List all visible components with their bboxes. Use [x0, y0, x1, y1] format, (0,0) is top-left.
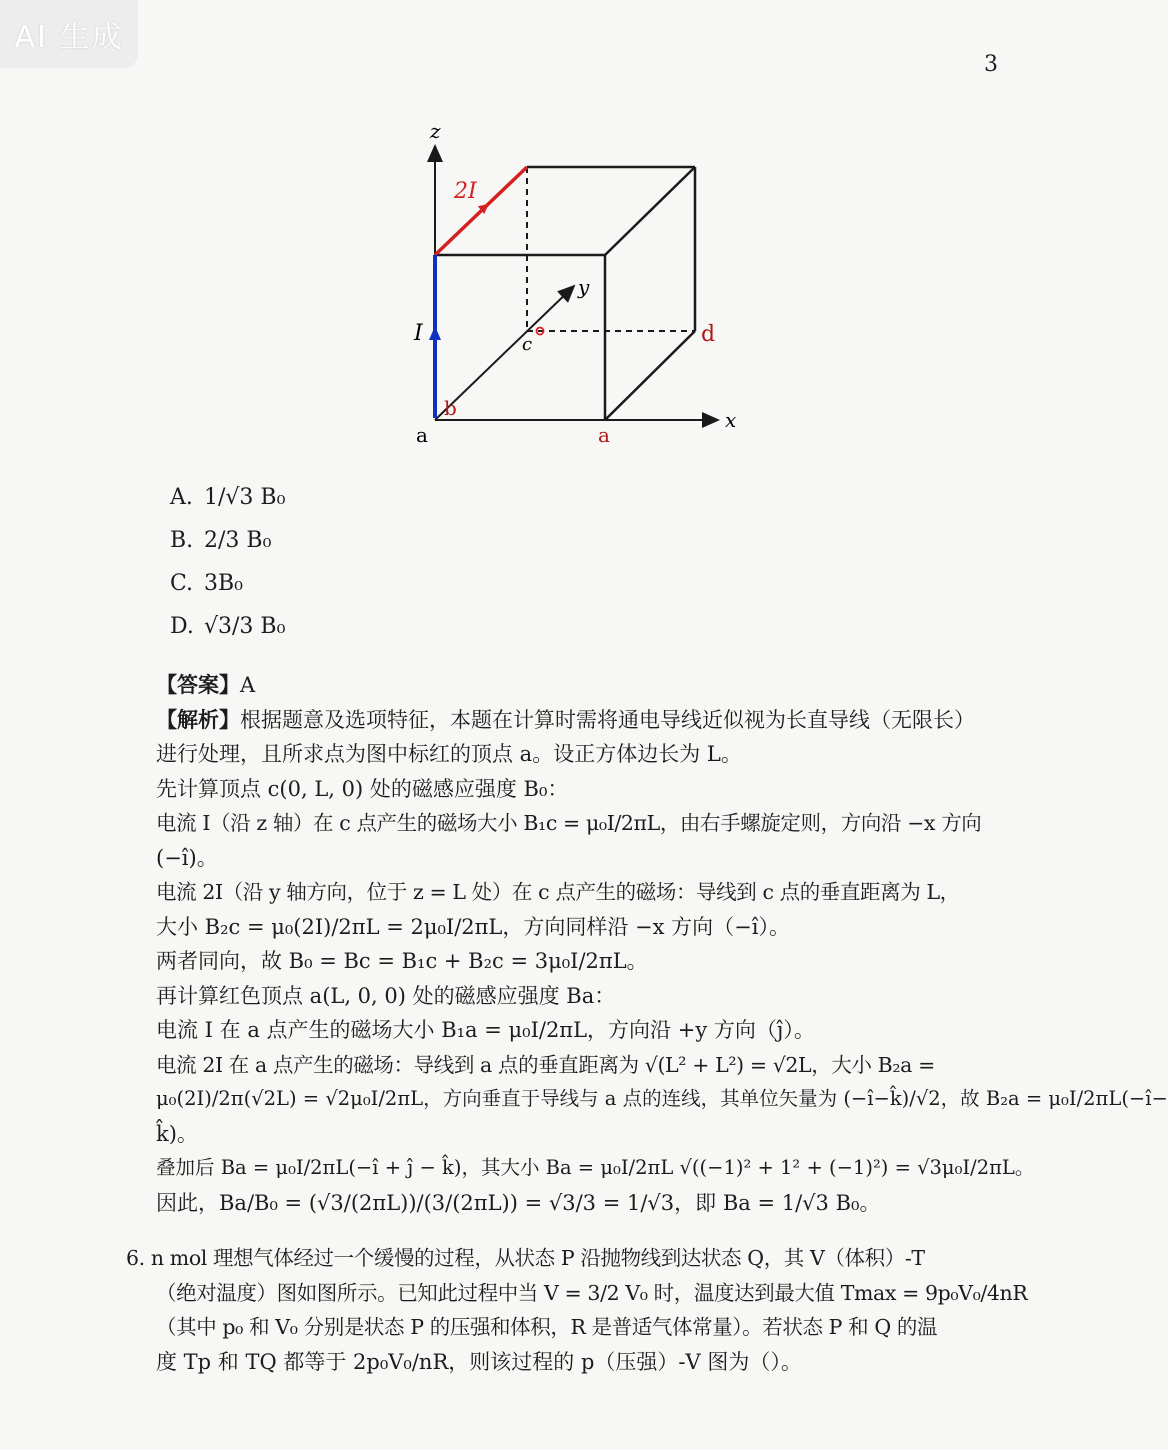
solution-block	[156, 670, 1168, 1222]
analysis-line: 因此，Ba/B₀ = (√3/(2πL))/(3/(2πL)) = √3/3 = 1/√3，即 Ba = 1/√3 B₀。	[156, 1190, 881, 1215]
analysis-line: 再计算红色顶点 a(L, 0, 0) 处的磁感应强度 Ba：	[156, 983, 616, 1008]
page-number: 3	[984, 52, 998, 77]
red-wire-2i	[435, 167, 527, 255]
label-a-origin: a	[416, 423, 428, 447]
label-c: c	[522, 334, 533, 355]
analysis-line: 【解析】根据题意及选项特征，本题在计算时需将通电导线近似视为长直导线（无限长）	[156, 706, 975, 732]
question-line: 6. n mol 理想气体经过一个缓慢的过程，从状态 P 沿抛物线到达状态 Q，其 V（体积）-T	[126, 1246, 925, 1270]
analysis-line: k̂)。	[156, 1121, 198, 1146]
analysis-line: 大小 B₂c = μ₀(2I)/2πL = 2μ₀I/2πL，方向同样沿 −x 方向（−î）。	[156, 914, 790, 939]
label-2i: 2I	[454, 179, 477, 204]
label-d: d	[701, 322, 716, 347]
option-c: C. 3B₀	[170, 571, 243, 596]
question-line: 度 Tp 和 TQ 都等于 2p₀V₀/nR，则该过程的 p（压强）-V 图为（）。	[156, 1349, 802, 1374]
label-b: b	[444, 396, 457, 420]
label-i: I	[414, 321, 423, 346]
analysis-line: 电流 2I 在 a 点产生的磁场：导线到 a 点的垂直距离为 √(L² + L²) = √2L，大小 B₂a =	[156, 1052, 935, 1077]
analysis-line: 两者同向，故 B₀ = Bc = B₁c + B₂c = 3μ₀I/2πL。	[156, 949, 648, 973]
analysis-line: (−î)。	[156, 845, 218, 870]
analysis-line: 叠加后 Ba = μ₀I/2πL(−î + ĵ − k̂)，其大小 Ba = μ₀I/2πL √((−1)² + 1² + (−1)²) = √3μ₀I/2πL。	[156, 1156, 1035, 1179]
cube-diagram	[400, 118, 760, 458]
answer-line: 【答案】A	[156, 672, 256, 697]
label-a-x: a	[598, 423, 610, 447]
ai-watermark: AI 生成	[0, 0, 138, 68]
analysis-line: 电流 I 在 a 点产生的磁场大小 B₁a = μ₀I/2πL，方向沿 +y 方向（ĵ）。	[156, 1018, 815, 1042]
question-line: （其中 p₀ 和 V₀ 分别是状态 P 的压强和体积，R 是普适气体常量）。若状态 P 和 Q 的温	[156, 1315, 938, 1339]
answer-options	[170, 482, 285, 654]
analysis-line: 进行处理，且所求点为图中标红的顶点 a。设正方体边长为 L。	[156, 742, 742, 766]
cube-edge	[605, 331, 695, 420]
label-x: x	[725, 408, 737, 432]
analysis-line: 电流 2I（沿 y 轴方向，位于 z = L 处）在 c 点产生的磁场：导线到 c 点的垂直距离为 L，	[156, 880, 960, 904]
cube-edge	[605, 167, 695, 255]
option-a: A. 1/√3 B₀	[170, 485, 286, 510]
analysis-line: 电流 I（沿 z 轴）在 c 点产生的磁场大小 B₁c = μ₀I/2πL，由右手螺旋定则，方向沿 −x 方向	[156, 811, 982, 835]
analysis-line: 先计算顶点 c(0, L, 0) 处的磁感应强度 B₀：	[156, 776, 569, 801]
label-z: z	[430, 119, 441, 143]
label-y: y	[578, 275, 590, 299]
question-line: （绝对温度）图如图所示。已知此过程中当 V = 3/2 V₀ 时，温度达到最大值 Tmax = 9p₀V₀/4nR	[156, 1280, 1028, 1305]
option-b: B. 2/3 B₀	[170, 528, 272, 553]
question-6	[126, 1243, 1028, 1381]
analysis-line: μ₀(2I)/2π(√2L) = √2μ₀I/2πL，方向垂直于导线与 a 点的连线，其单位矢量为 (−î−k̂)/√2，故 B₂a = μ₀I/2πL(−î−	[156, 1087, 1168, 1110]
option-d: D. √3/3 B₀	[170, 614, 286, 639]
blue-arrow-head	[429, 326, 441, 340]
